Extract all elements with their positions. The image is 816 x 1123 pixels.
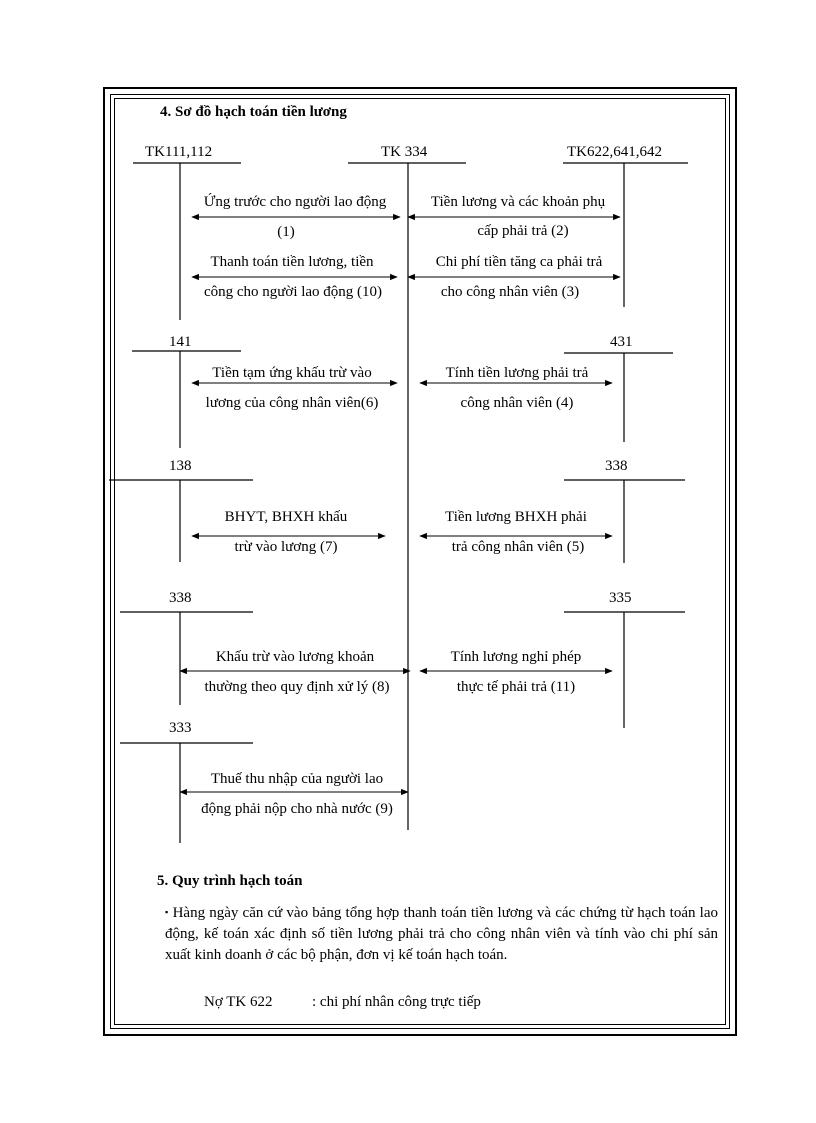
flow-2-line-1: Tiền lương và các khoản phụ — [430, 194, 606, 210]
flow-5-line-2: trả công nhân viên (5) — [451, 539, 585, 555]
flow-7-line-1: BHYT, BHXH khấu — [224, 509, 348, 525]
entry-account: Nợ TK 622 — [204, 994, 273, 1010]
tk338-right-label: 338 — [605, 458, 628, 474]
flow-10-line-1: Thanh toán tiền lương, tiền — [210, 254, 374, 270]
flow-4-line-1: Tính tiền lương phải trả — [445, 365, 589, 381]
flow-6-line-2: lương của công nhân viên(6) — [205, 395, 379, 411]
section-4-heading: 4. Sơ đồ hạch toán tiền lương — [160, 104, 347, 120]
tk111-label: TK111,112 — [145, 144, 213, 160]
flow-2-line-2: cấp phải trả (2) — [477, 223, 569, 239]
flow-10-line-2: công cho người lao động (10) — [203, 284, 383, 300]
section-5-heading: 5. Quy trình hạch toán — [157, 873, 303, 889]
flow-5-line-1: Tiền lương BHXH phải — [445, 509, 587, 525]
flow-7-line-2: trừ vào lương (7) — [234, 539, 338, 555]
flow-8-line-2: thường theo quy định xử lý (8) — [204, 679, 390, 695]
bullet-icon: ▪ — [165, 907, 169, 917]
flow-8-line-1: Khấu trừ vào lương khoản — [215, 649, 375, 665]
flow-6-line-1: Tiền tạm ứng khấu trừ vào — [212, 365, 372, 381]
flow-11-line-1: Tính lương nghỉ phép — [450, 649, 582, 665]
flow-9-line-2: động phải nộp cho nhà nước (9) — [201, 801, 393, 817]
section-5-paragraph — [165, 902, 718, 966]
flow-1-line-2: (1) — [277, 224, 295, 240]
tk334-label: TK 334 — [381, 144, 428, 160]
flow-9-line-1: Thuế thu nhập của người lao — [210, 771, 384, 787]
entry-description: : chi phí nhân công trực tiếp — [312, 994, 481, 1010]
tk622-label: TK622,641,642 — [567, 144, 662, 160]
flow-3-line-2: cho công nhân viên (3) — [440, 284, 580, 300]
tk333-label: 333 — [169, 720, 192, 736]
flow-4-line-2: công nhân viên (4) — [460, 395, 574, 411]
tk335-label: 335 — [609, 590, 632, 606]
flow-3-line-1: Chi phí tiền tăng ca phải trả — [435, 254, 603, 270]
flow-1-line-1: Ứng trước cho người lao động — [203, 194, 387, 210]
tk141-label: 141 — [169, 334, 192, 350]
flow-11-line-2: thực tế phải trả (11) — [456, 679, 576, 695]
tk138-label: 138 — [169, 458, 192, 474]
tk431-label: 431 — [610, 334, 633, 350]
tk338-left-label: 338 — [169, 590, 192, 606]
section-5-paragraph-text: Hàng ngày căn cứ vào bảng tổng hợp thanh toán tiền lương và các chứng từ hạch toán lao động, kế toán xác định số tiền lương phải trả cho công nhân viên và tính vào chi phí sản xuất kinh doanh ở các bộ phận, đơn vị kế toán hạch toán. — [165, 905, 718, 963]
